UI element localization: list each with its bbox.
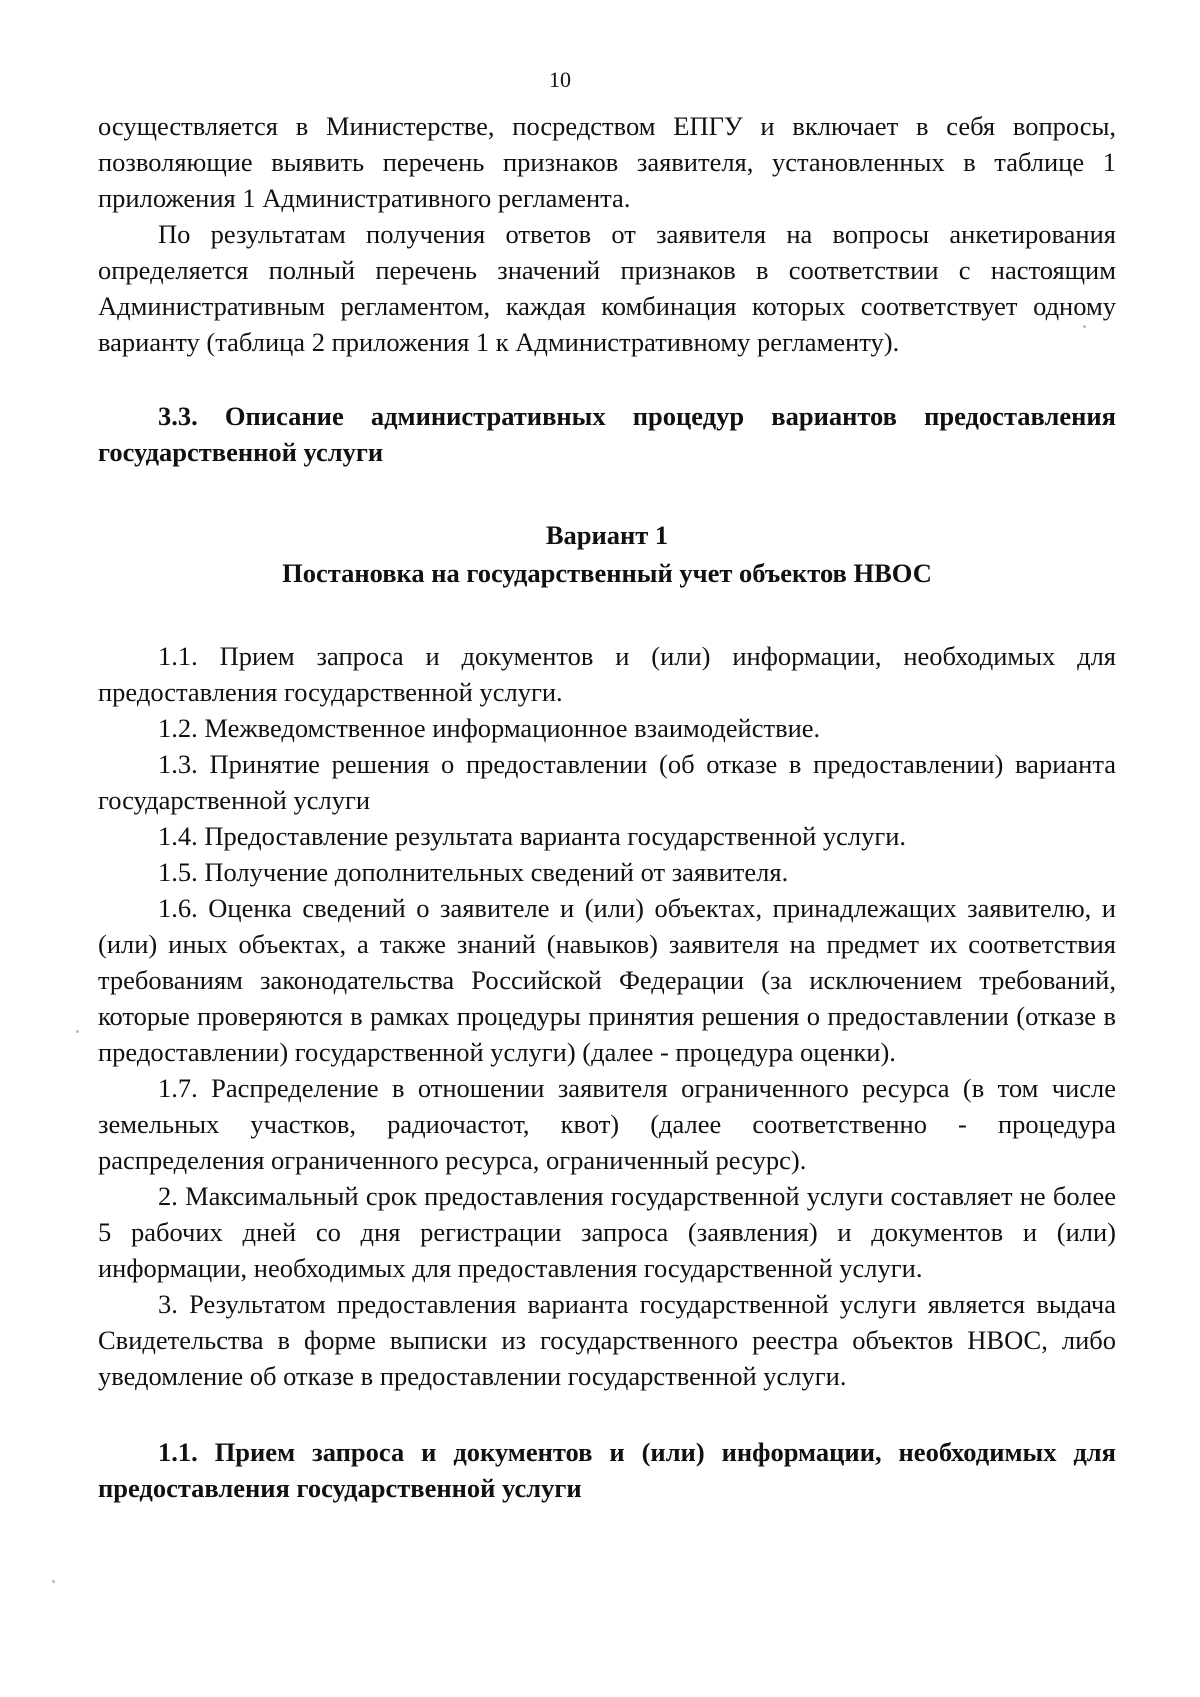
procedure-list [98, 638, 1116, 1394]
list-item: 1.2. Межведомственное информационное взаимодействие. [158, 713, 821, 743]
variant-heading [98, 516, 1116, 592]
list-item: 3. Результатом предоставления варианта государственной услуги является выдача Свидетельства в форме выписки из государственного реестра объектов НВОС, либо уведомление об отказе в предоставлении государственной услуги. [98, 1289, 1116, 1391]
section-heading-number: 3.3. [158, 401, 198, 431]
list-item: 1.1. Прием запроса и документов и (или) информации, необходимых для предоставления государственной услуги. [98, 641, 1116, 707]
page-number: 10 [549, 67, 571, 92]
list-item: 1.7. Распределение в отношении заявителя ограниченного ресурса (в том числе земельных участков, радиочастот, квот) (далее соответственно - процедура распределения ограниченного ресурса, ограниченный ресурс). [98, 1073, 1116, 1175]
list-item: 1.6. Оценка сведений о заявителе и (или) объектах, принадлежащих заявителю, и (или) иных объектах, а также знаний (навыков) заявителя на предмет их соответствия требованиям законодательства Российской Федерации (за исключением требований, которые проверяются в рамках процедуры принятия решения о предоставлении (отказе в предоставлении) государственной услуги) (далее - процедура оценки). [98, 893, 1116, 1067]
list-item: 1.5. Получение дополнительных сведений от заявителя. [158, 857, 789, 887]
variant-subtitle: Постановка на государственный учет объектов НВОС [282, 558, 932, 588]
paragraph-continuation: осуществляется в Министерстве, посредством ЕПГУ и включает в себя вопросы, позволяющие выявить перечень признаков заявителя, установленных в таблице 1 приложения 1 Административного регламента. [98, 111, 1116, 213]
list-item: 2. Максимальный срок предоставления государственной услуги составляет не более 5 рабочих дней со дня регистрации запроса (заявления) и документов и (или) информации, необходимых для предоставления государственной услуги. [98, 1181, 1116, 1283]
scan-speck [52, 1580, 55, 1583]
variant-title: Вариант 1 [545, 520, 669, 550]
paragraph-survey-results: По результатам получения ответов от заявителя на вопросы анкетирования определяется полный перечень значений признаков в соответствии с настоящим Административным регламентом, каждая комбинация которых соответствует одному варианту (таблица 2 приложения 1 к Административному регламенту). [98, 219, 1116, 357]
section-heading-text: Описание административных процедур вариантов предоставления государственной услуги [98, 401, 1116, 467]
document-body [98, 108, 1116, 1506]
list-item: 1.4. Предоставление результата варианта государственной услуги. [158, 821, 907, 851]
section-heading-3-3 [98, 398, 1116, 470]
scan-speck [1083, 325, 1086, 328]
scan-speck [76, 1030, 79, 1033]
subsection-heading-1-1: 1.1. Прием запроса и документов и (или) информации, необходимых для предоставления государственной услуги [98, 1437, 1116, 1503]
list-item: 1.3. Принятие решения о предоставлении (об отказе в предоставлении) варианта государственной услуги [98, 749, 1116, 815]
